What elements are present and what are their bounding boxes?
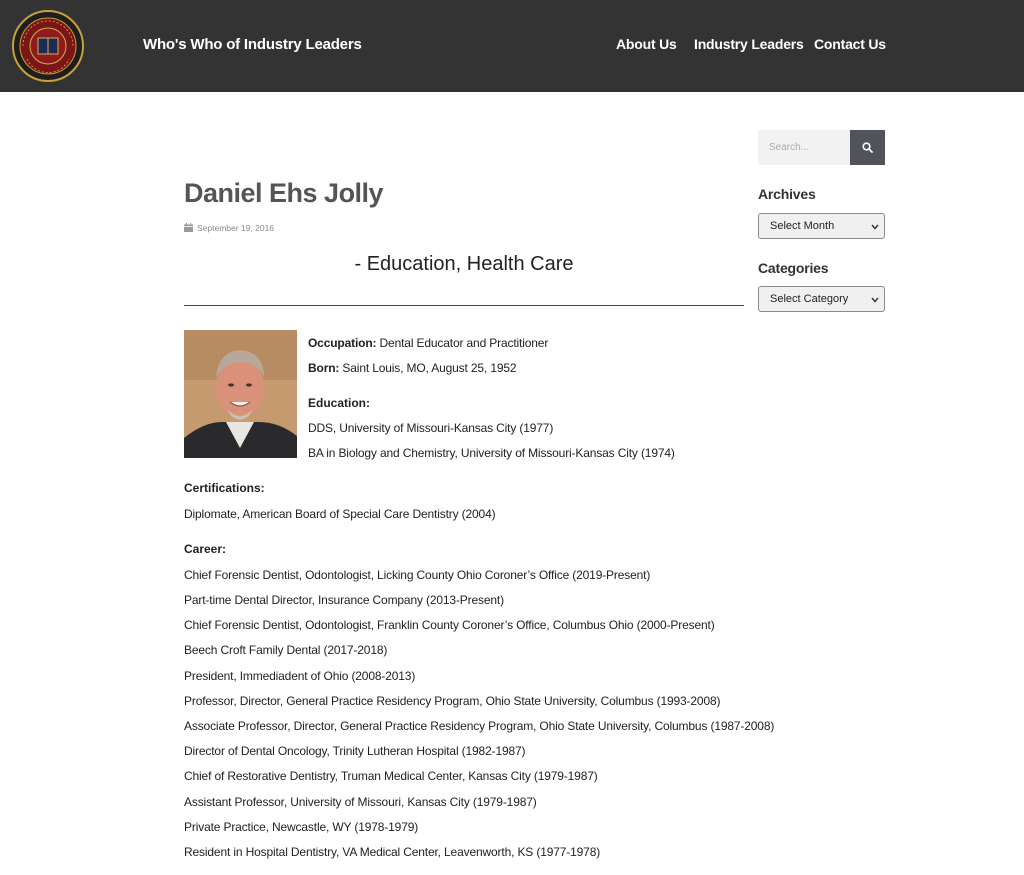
career-item: Beech Croft Family Dental (2017-2018) — [184, 643, 388, 657]
certifications-heading: Certifications: — [184, 481, 265, 495]
occupation-value: Dental Educator and Practitioner — [376, 336, 549, 350]
nav-contact-us[interactable]: Contact Us — [814, 36, 886, 52]
career-item: Chief of Restorative Dentistry, Truman Medical Center, Kansas City (1979-1987) — [184, 769, 598, 783]
post-date-text: September 19, 2016 — [197, 223, 275, 233]
site-header — [0, 0, 1024, 92]
career-item: Professor, Director, General Practice Residency Program, Ohio State University, Columbus (1993-2008) — [184, 694, 721, 708]
career-heading: Career: — [184, 542, 227, 556]
career-item: Private Practice, Newcastle, WY (1978-1979) — [184, 820, 419, 834]
occupation-line — [308, 336, 548, 350]
education-item: BA in Biology and Chemistry, University of Missouri-Kansas City (1974) — [308, 446, 675, 460]
education-heading: Education: — [308, 396, 370, 410]
career-item: Associate Professor, Director, General Practice Residency Program, Ohio State University, Columbus (1987-2008) — [184, 719, 775, 733]
profile-photo — [184, 330, 297, 458]
archives-select[interactable] — [758, 213, 885, 239]
education-item: DDS, University of Missouri-Kansas City (1977) — [308, 421, 554, 435]
nav-industry-leaders[interactable]: Industry Leaders — [694, 36, 804, 52]
career-item: Assistant Professor, University of Missouri, Kansas City (1979-1987) — [184, 795, 537, 809]
career-item: Chief Forensic Dentist, Odontologist, Franklin County Coroner’s Office, Columbus Ohio (2000-Present) — [184, 618, 715, 632]
career-item: Part-time Dental Director, Insurance Company (2013-Present) — [184, 593, 504, 607]
categories-heading: Categories — [758, 260, 829, 276]
site-title[interactable]: Who's Who of Industry Leaders — [143, 36, 362, 53]
categories-select-value: Select Category — [770, 293, 849, 305]
portrait-image — [184, 330, 297, 458]
career-item: Chief Forensic Dentist, Odontologist, Licking County Ohio Coroner’s Office (2019-Present) — [184, 568, 651, 582]
career-item: President, Immediadent of Ohio (2008-2013) — [184, 669, 416, 683]
search-input[interactable] — [758, 130, 850, 165]
career-item: Resident in Hospital Dentistry, VA Medical Center, Leavenworth, KS (1977-1978) — [184, 845, 601, 859]
archives-heading: Archives — [758, 186, 816, 202]
born-value: Saint Louis, MO, August 25, 1952 — [339, 361, 517, 375]
born-line — [308, 361, 516, 375]
nav-about-us[interactable]: About Us — [616, 36, 677, 52]
career-item: Director of Dental Oncology, Trinity Lutheran Hospital (1982-1987) — [184, 744, 526, 758]
search-icon — [862, 142, 873, 153]
chevron-down-icon — [871, 297, 879, 303]
certification-item: Diplomate, American Board of Special Care Dentistry (2004) — [184, 507, 496, 521]
page-title: Daniel Ehs Jolly — [184, 178, 384, 208]
calendar-icon — [184, 223, 193, 232]
main-nav — [0, 36, 1024, 56]
search-button[interactable] — [850, 130, 885, 165]
categories-select[interactable] — [758, 286, 885, 312]
occupation-label: Occupation: — [308, 336, 377, 350]
archives-select-value: Select Month — [770, 220, 835, 232]
divider — [184, 305, 744, 306]
born-label: Born: — [308, 361, 340, 375]
article-subtitle: - Education, Health Care — [354, 253, 574, 275]
chevron-down-icon — [871, 224, 879, 230]
